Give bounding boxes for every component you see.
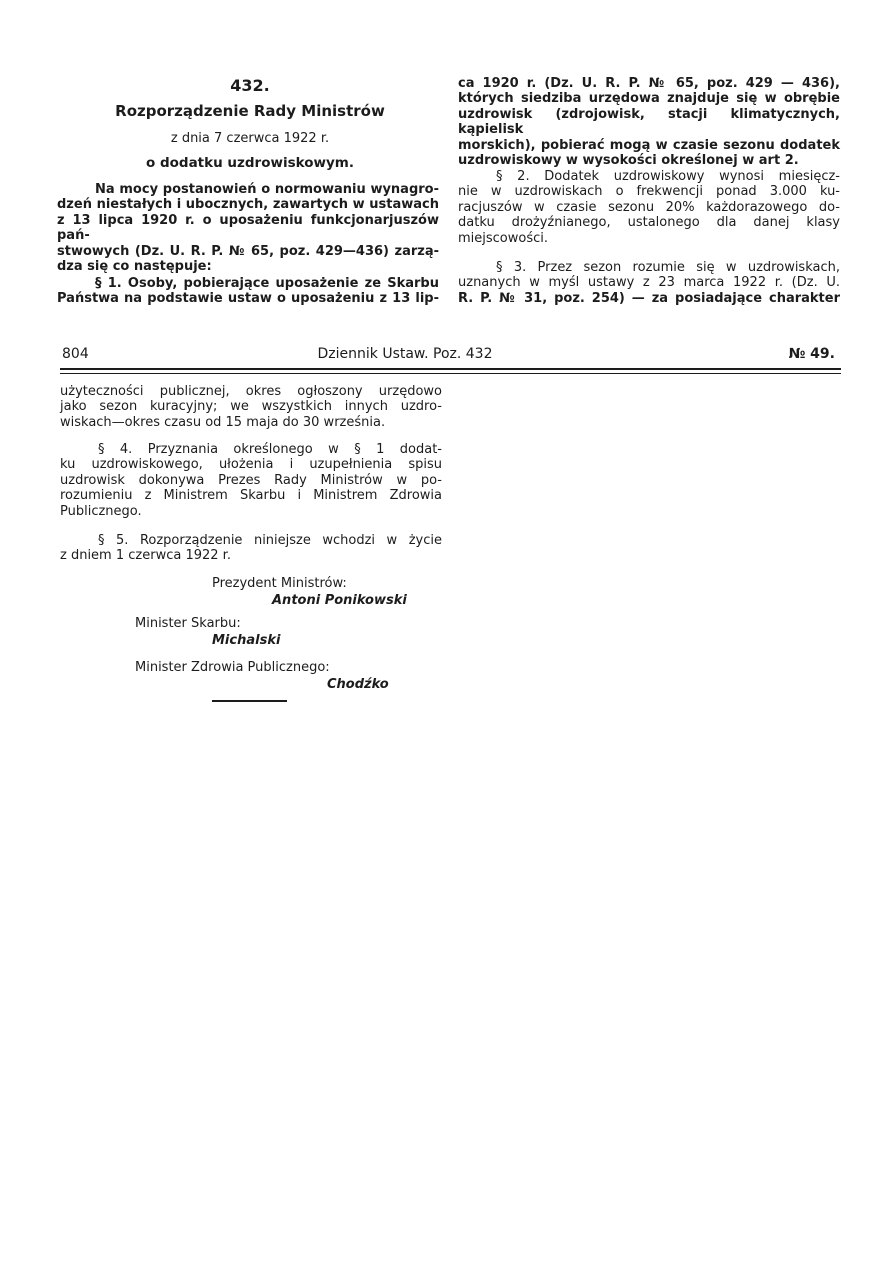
right-line: morskich), pobierać mogą w czasie sezonu dodatek (458, 137, 840, 153)
section-5-line: z dniem 1 czerwca 1922 r. (60, 548, 231, 564)
section-2-line: § 2. Dodatek uzdrowiskowy wynosi miesięcz- (496, 169, 840, 184)
act-title: Rozporządzenie Rady Ministrów (115, 102, 385, 120)
section-2-line: nie w uzdrowiskach o frekwencji ponad 3.000 ku- (458, 184, 840, 200)
issue-number: № 49. (788, 346, 835, 362)
cont-line: wiskach—okres czasu od 15 maja do 30 września. (60, 414, 386, 430)
right-line: których siedziba urzędowa znajduje się w obrębie (458, 91, 840, 107)
right-line: uzdrowisk (zdrojowisk, stacji klimatycznych, kąpielisk (458, 106, 840, 138)
section-2 (458, 169, 840, 246)
section-5-line: § 5. Rozporządzenie niniejsze wchodzi w życie (98, 533, 442, 548)
signature-2-name: Michalski (212, 633, 281, 648)
section-3-line: § 3. Przez sezon rozumie się w uzdrowiskach, (496, 260, 840, 275)
section-2-line: datku drożyźnianego, ustalonego dla danej klasy (458, 215, 840, 231)
section-3-continued (60, 384, 442, 430)
section-1-line: § 1. Osoby, pobierające uposażenie ze Skarbu (95, 276, 439, 291)
section-1-continued (458, 76, 840, 168)
preamble-line: stwowych (Dz. U. R. P. № 65, poz. 429—436) zarzą- (57, 243, 439, 259)
act-subject: o dodatku uzdrowiskowym. (146, 155, 354, 171)
preamble (57, 182, 439, 274)
section-4-line: Publicznego. (60, 503, 142, 519)
section-3 (458, 260, 840, 306)
section-1 (57, 276, 439, 307)
header-rule (60, 368, 841, 370)
section-4 (60, 442, 442, 519)
preamble-line: dza się co następuje: (57, 259, 212, 275)
section-5 (60, 533, 442, 564)
preamble-line: z 13 lipca 1920 r. o uposażeniu funkcjonarjuszów pań- (57, 212, 439, 244)
signature-2-title: Minister Skarbu: (135, 616, 241, 631)
section-2-line: racjuszów w czasie sezonu 20% każdorazowego do- (458, 199, 840, 215)
signature-1-title: Prezydent Ministrów: (212, 576, 347, 591)
section-4-line: ku uzdrowiskowego, ułożenia i uzupełnienia spisu (60, 457, 442, 473)
cont-line: użyteczności publicznej, okres ogłoszony urzędowo (60, 384, 442, 399)
cont-line: jako sezon kuracyjny; we wszystkich innych uzdro- (60, 399, 442, 415)
signature-3-name: Chodźko (327, 677, 389, 692)
closing-rule (212, 700, 287, 702)
signature-1-name: Antoni Ponikowski (272, 593, 407, 608)
section-3-line: R. P. № 31, poz. 254) — za posiadające charakter (458, 290, 840, 306)
act-number: 432. (230, 76, 270, 95)
section-4-line: § 4. Przyznania określonego w § 1 dodat- (98, 442, 442, 457)
right-line: uzdrowiskowy w wysokości określonej w art 2. (458, 153, 799, 169)
section-1-line: Państwa na podstawie ustaw o uposażeniu z 13 lip- (57, 291, 439, 307)
section-4-line: rozumieniu z Ministrem Skarbu i Ministrem Zdrowia (60, 488, 442, 504)
journal-title: Dziennik Ustaw. Poz. 432 (317, 346, 493, 362)
act-date: z dnia 7 czerwca 1922 r. (170, 131, 330, 146)
right-line: ca 1920 r. (Dz. U. R. P. № 65, poz. 429 — 436), (458, 76, 840, 91)
section-4-line: uzdrowisk dokonywa Prezes Rady Ministrów w po- (60, 472, 442, 488)
page-number: 804 (62, 346, 89, 362)
section-2-line: miejscowości. (458, 230, 549, 246)
header-rule-thin (60, 373, 841, 374)
preamble-line: dzeń niestałych i ubocznych, zawartych w ustawach (57, 197, 439, 213)
preamble-line: Na mocy postanowień o normowaniu wynagro- (95, 182, 439, 197)
signature-3-title: Minister Zdrowia Publicznego: (135, 660, 330, 675)
section-3-line: uznanych w myśl ustawy z 23 marca 1922 r. (Dz. U. (458, 275, 840, 291)
